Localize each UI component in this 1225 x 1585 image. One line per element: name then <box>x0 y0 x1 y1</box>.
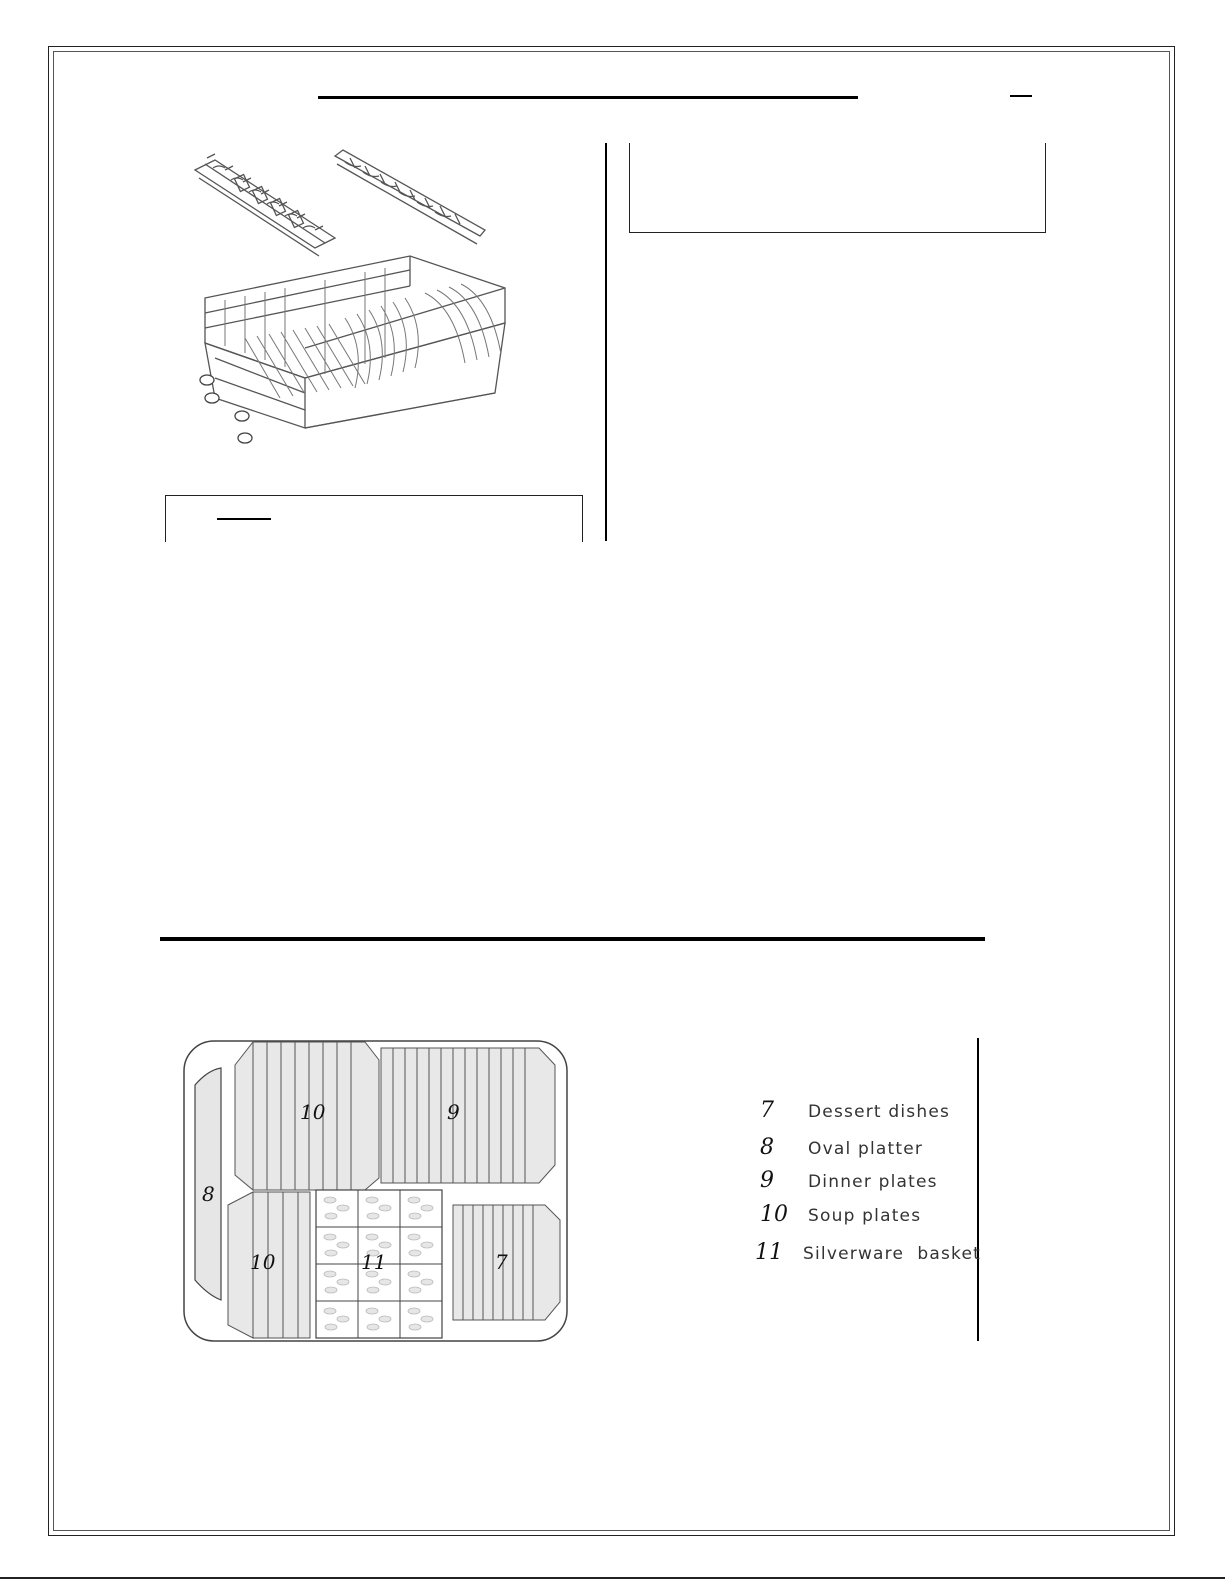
diagram-number-soup-top: 10 <box>300 1100 326 1124</box>
rack-wheels <box>200 375 252 443</box>
section-rule <box>160 937 985 941</box>
upper-rack-illustration <box>185 148 525 448</box>
diagram-number-basket: 11 <box>361 1250 387 1274</box>
legend-label: Soup plates <box>808 1206 922 1226</box>
diagram-number-oval: 8 <box>202 1182 215 1206</box>
legend-number: 7 <box>760 1098 774 1123</box>
header-rule <box>318 96 858 99</box>
diagram-number-dinner: 9 <box>447 1100 460 1124</box>
legend-item <box>755 1240 985 1268</box>
note-box-left-underline <box>217 518 271 520</box>
legend-item <box>760 1168 990 1196</box>
legend-number: 9 <box>760 1168 774 1193</box>
column-divider <box>605 143 607 541</box>
cup-shelf-left <box>195 154 335 256</box>
legend-item <box>760 1135 990 1163</box>
rack-loading-diagram <box>183 1040 573 1345</box>
bottom-rule <box>0 1577 1225 1579</box>
diagram-number-soup-bottom: 10 <box>250 1250 276 1274</box>
note-box-right <box>629 143 1046 233</box>
legend-label: Silverware basket <box>803 1244 981 1264</box>
legend-number: 10 <box>760 1202 788 1227</box>
legend-number: 8 <box>760 1135 774 1160</box>
legend-item <box>760 1098 990 1126</box>
cup-shelf-right <box>335 150 485 244</box>
header-rule-short <box>1010 95 1032 97</box>
legend-item <box>760 1202 990 1230</box>
legend-label: Oval platter <box>808 1139 924 1159</box>
dinner-plates <box>381 1048 555 1183</box>
legend-number: 11 <box>755 1240 783 1265</box>
diagram-number-dessert: 7 <box>495 1250 508 1274</box>
legend-label: Dinner plates <box>808 1172 938 1192</box>
legend-label: Dessert dishes <box>808 1102 951 1122</box>
